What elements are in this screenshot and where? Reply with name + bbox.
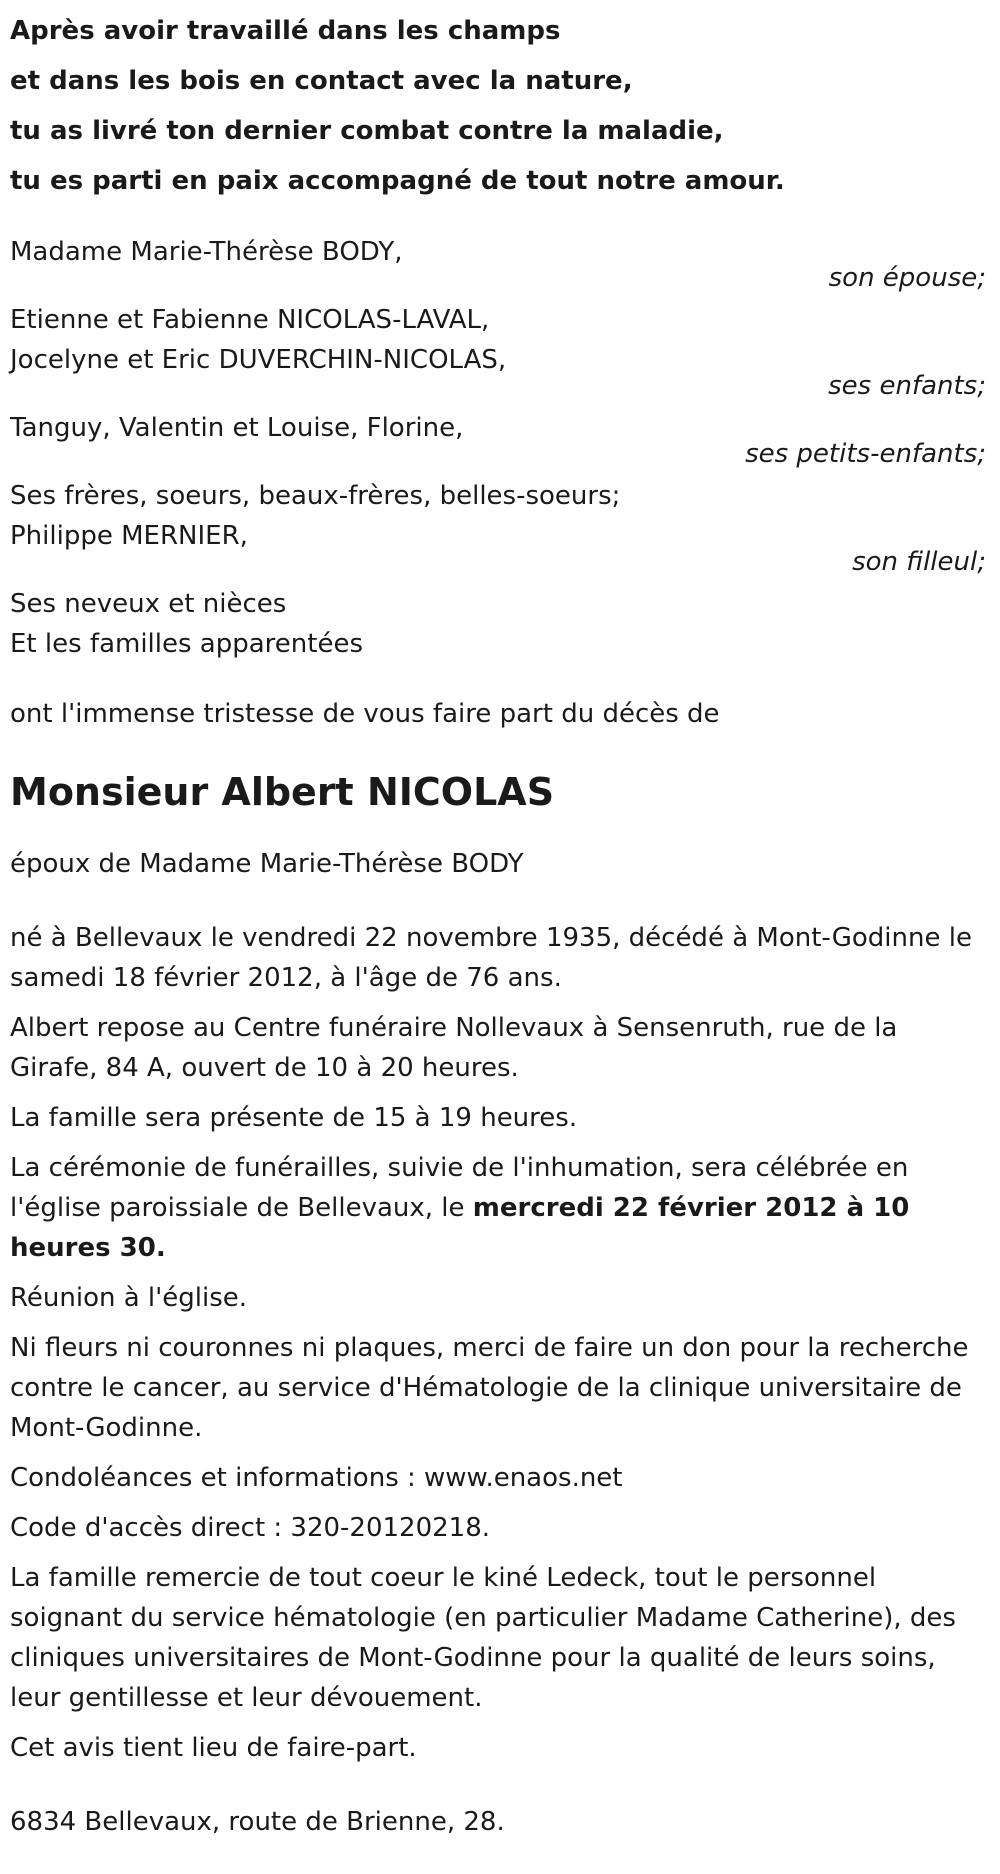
thanks-paragraph: La famille remercie de tout coeur le kiné Ledeck, tout le personnel soignant du service hématologie (en particulier Madame Catherine), des cliniques universitaires de Mont-Godinne pour la qualité de leurs soins, leur gentillesse et leur dévouement. xyxy=(10,1563,956,1713)
family-group-grandchildren xyxy=(10,408,990,469)
access-code-paragraph: Code d'accès direct : 320-20120218. xyxy=(10,1513,491,1543)
family-member: Et les familles apparentées xyxy=(10,629,364,659)
reunion-paragraph: Réunion à l'église. xyxy=(10,1283,248,1313)
ceremony-paragraph xyxy=(10,1148,990,1268)
deceased-name: Monsieur Albert NICOLAS xyxy=(10,770,555,814)
birth-death-paragraph: né à Bellevaux le vendredi 22 novembre 1935, décédé à Mont-Godinne le samedi 18 février 2012, à l'âge de 76 ans. xyxy=(10,923,972,993)
ceremony-date: mercredi 22 février 2012 à 10 heures 30. xyxy=(10,1193,910,1263)
condolences-paragraph: Condoléances et informations : www.enaos.net xyxy=(10,1463,623,1493)
poem-line: tu as livré ton dernier combat contre la maladie, xyxy=(10,116,724,146)
family-member: Madame Marie-Thérèse BODY, xyxy=(10,237,403,267)
family-member: Ses neveux et nièces xyxy=(10,589,287,619)
family-member: Ses frères, soeurs, beaux-frères, belles-soeurs; xyxy=(10,481,621,511)
family-role: ses petits-enfants; xyxy=(745,439,986,469)
family-group-children xyxy=(10,300,990,401)
notice-paragraph: Cet avis tient lieu de faire-part. xyxy=(10,1733,417,1763)
family-member: Tanguy, Valentin et Louise, Florine, xyxy=(10,413,464,443)
family-member: Etienne et Fabienne NICOLAS-LAVAL, xyxy=(10,305,490,335)
ceremony-text: La cérémonie de funérailles, suivie de l'inhumation, sera célébrée en l'église paroissiale de Bellevaux, le xyxy=(10,1153,909,1223)
family-group-relatives xyxy=(10,584,990,664)
family-role: ses enfants; xyxy=(828,371,986,401)
family-group-spouse xyxy=(10,232,990,293)
family-list xyxy=(10,232,990,664)
family-role: son filleul; xyxy=(852,547,986,577)
poem-line: Après avoir travaillé dans les champs xyxy=(10,16,561,46)
presence-paragraph: La famille sera présente de 15 à 19 heures. xyxy=(10,1103,578,1133)
address: 6834 Bellevaux, route de Brienne, 28. xyxy=(10,1807,505,1837)
repose-paragraph: Albert repose au Centre funéraire Nollevaux à Sensenruth, rue de la Girafe, 84 A, ouvert de 10 à 20 heures. xyxy=(10,1013,898,1083)
poem xyxy=(10,0,990,206)
poem-line: et dans les bois en contact avec la nature, xyxy=(10,66,633,96)
spouse-line: époux de Madame Marie-Thérèse BODY xyxy=(10,849,524,879)
announcement-text: ont l'immense tristesse de vous faire part du décès de xyxy=(10,699,720,729)
family-member: Jocelyne et Eric DUVERCHIN-NICOLAS, xyxy=(10,345,507,375)
family-role: son épouse; xyxy=(828,263,986,293)
family-group-siblings-godson xyxy=(10,476,990,577)
poem-line: tu es parti en paix accompagné de tout notre amour. xyxy=(10,166,785,196)
family-member: Philippe MERNIER, xyxy=(10,521,248,551)
flowers-paragraph: Ni fleurs ni couronnes ni plaques, merci de faire un don pour la recherche contre le cancer, au service d'Hématologie de la clinique universitaire de Mont-Godinne. xyxy=(10,1333,969,1443)
